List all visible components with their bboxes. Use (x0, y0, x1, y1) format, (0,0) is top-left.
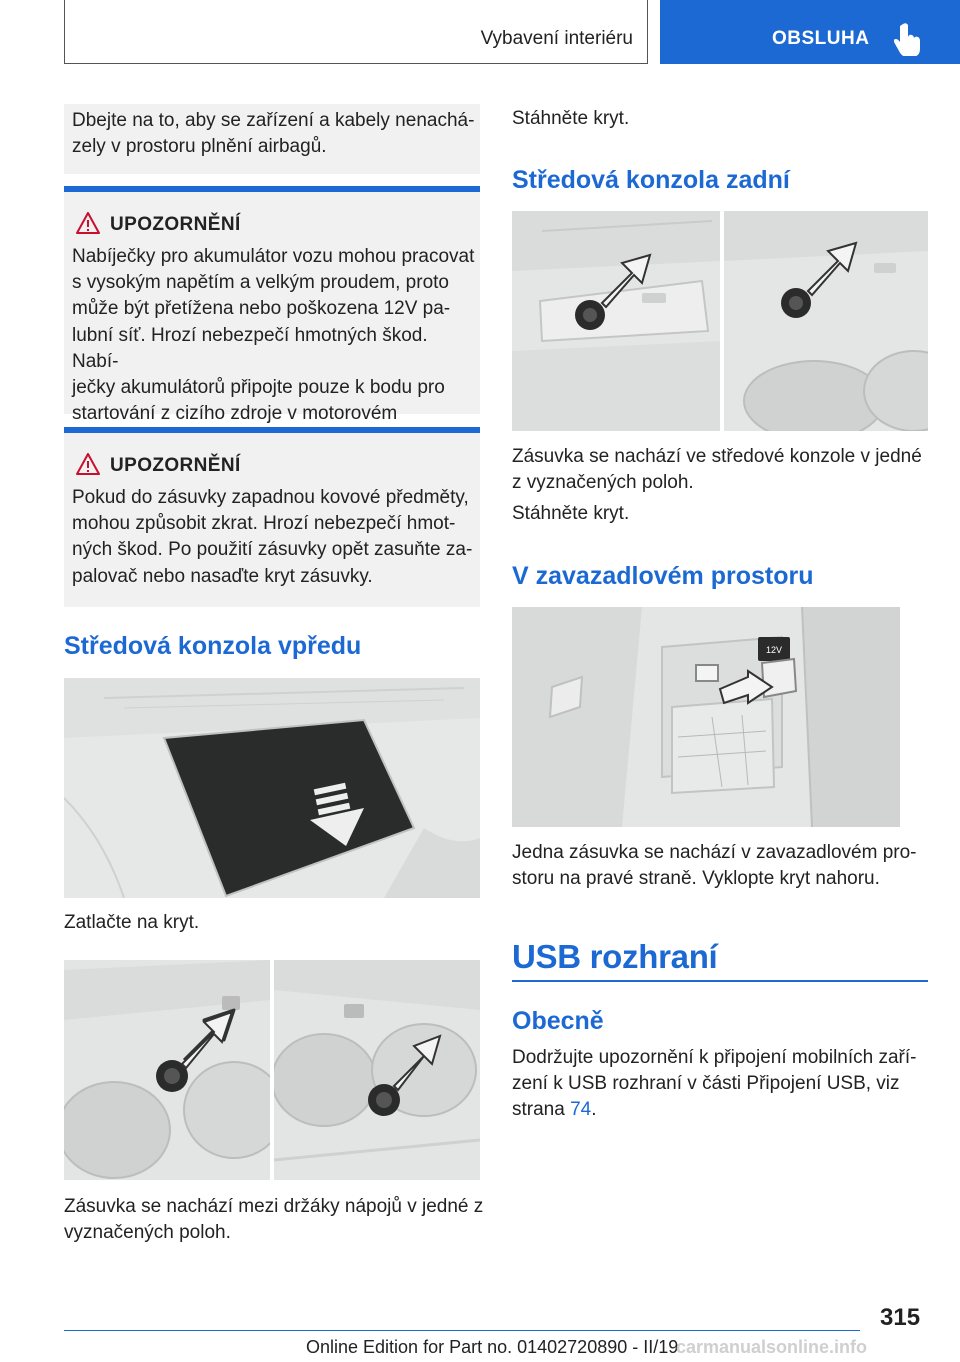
airbag-note-text: Dbejte na to, aby se zařízení a kabely nenachá‐ zely v prostoru plnění airbagů. (72, 110, 475, 157)
warning-triangle-icon (76, 212, 100, 234)
heading-usb-interface: USB rozhraní (512, 938, 718, 975)
pull-cover-text: Stáhněte kryt. (512, 108, 630, 129)
caption-socket-between-cupholders: Zásuvka se nachází mezi držáky nápojů v jedné z vyznačených poloh. (64, 1196, 484, 1243)
rear-console-socket-illustration-b (724, 211, 928, 431)
heading-general: Obecně (512, 1007, 604, 1035)
warning-title: UPOZORNĚNÍ (110, 455, 241, 476)
header-section-box (64, 0, 648, 64)
heading-rear-console: Středová konzola zadní (512, 166, 790, 194)
warning-title: UPOZORNĚNÍ (110, 214, 241, 235)
cupholder-socket-illustration-b (274, 960, 480, 1180)
warning-body: Nabíječky pro akumulátor vozu mohou pracovat s vysokým napětím a velkým proudem, proto může být přetížena nebo poškozena 12V pa‐ lubní síť. Hrozí nebezpečí hmotných škod. Nabí‐ ječky akumulátorů připojte pouze k bodu pro startování z cizího zdroje v motorovém (72, 246, 475, 425)
socket-12v-label: 12V (765, 645, 783, 655)
pull-cover-text: Stáhněte kryt. (512, 503, 630, 524)
caption-rear-console: Zásuvka se nachází ve středové konzole v jedné z vyznačených poloh. (512, 446, 922, 493)
usb-general-text-body: Dodržujte upozornění k připojení mobilních zaří‐ zení k USB rozhraní v části Připojení USB, viz strana (512, 1047, 917, 1120)
warning-triangle-icon (76, 453, 100, 475)
footer-rule (64, 1330, 860, 1331)
heading-front-console: Středová konzola vpředu (64, 632, 362, 660)
chapter-tab-label: OBSLUHA (772, 28, 870, 49)
usb-heading-rule (512, 980, 928, 982)
page-number: 315 (880, 1304, 921, 1331)
airbag-note (64, 104, 480, 174)
warning-box-short-circuit (64, 427, 480, 607)
warning-body: Pokud do zásuvky zapadnou kovové předměty, mohou způsobit zkrat. Hrozí nebezpečí hmot‐ ných škod. Po použití zásuvky opět zasuňte za‐ palovač nebo nasaďte kryt zásuvky. (72, 487, 473, 587)
cupholder-socket-illustration-a (64, 960, 270, 1180)
pointing-hand-icon (894, 22, 924, 56)
caption-luggage-socket: Jedna zásuvka se nachází v zavazadlovém pro‐ storu na pravé straně. Vyklopte kryt nahoru. (512, 842, 917, 889)
chapter-tab[interactable] (660, 0, 960, 64)
heading-luggage-compartment: V zavazadlovém prostoru (512, 562, 814, 590)
luggage-socket-illustration (512, 607, 900, 827)
footer-edition: Online Edition for Part no. 01402720890 - II/19 (306, 1337, 679, 1357)
rear-console-socket-illustration-a (512, 211, 720, 431)
usb-general-text (512, 1045, 928, 1123)
warning-box-chargers (64, 186, 480, 425)
section-title: Vybavení interiéru (480, 28, 633, 49)
caption-press-cover: Zatlačte na kryt. (64, 912, 200, 933)
front-console-cover-illustration (64, 678, 480, 898)
usb-general-text-end: . (591, 1099, 597, 1120)
footer-watermark: carmanualsonline.info (676, 1337, 868, 1357)
page-link-74[interactable]: 74 (570, 1099, 592, 1120)
